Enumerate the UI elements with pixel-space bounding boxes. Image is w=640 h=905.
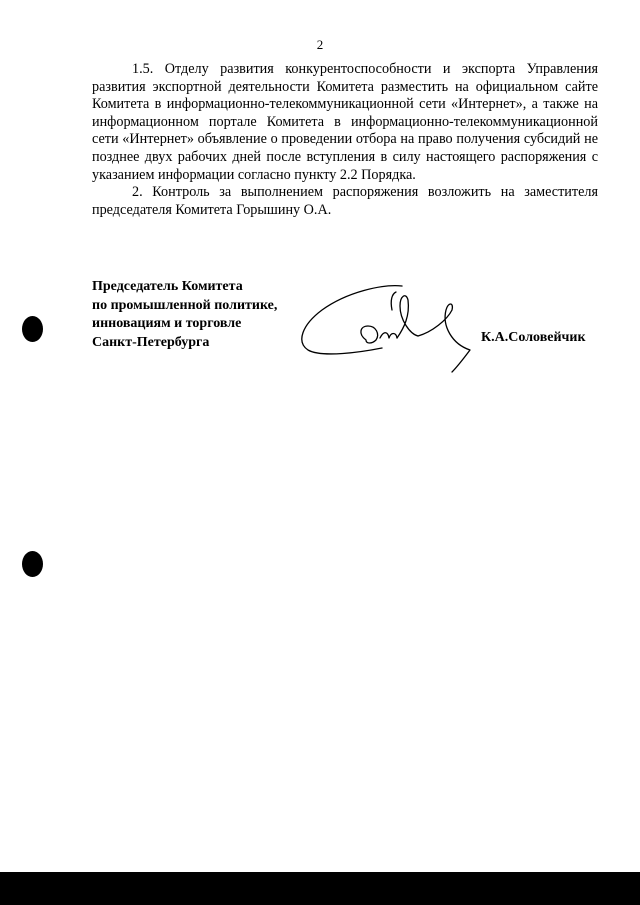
paragraph-2: 2. Контроль за выполнением распоряжения возложить на заместителя председателя Комитета Горышину О.А. xyxy=(92,184,598,218)
signer-position xyxy=(92,278,277,352)
signer-name: К.А.Соловейчик xyxy=(481,330,586,345)
page-number: 2 xyxy=(316,37,324,52)
signer-position-line: Председатель Комитета xyxy=(92,279,243,294)
punch-hole-icon xyxy=(22,551,43,577)
signer-position-line: Санкт-Петербурга xyxy=(92,334,210,350)
punch-hole-icon xyxy=(22,316,43,342)
signer-position-line: по промышленной политике, xyxy=(92,297,278,313)
paragraph-1-5: 1.5. Отделу развития конкурентоспособности и экспорта Управления развития экспортной деятельности Комитета разместить на официальном сайте Комитета в информационно-телекоммуникационной сети «Интернет», а также на информационном портале Комитета в информационно-телекоммуникационной сети «Интернет» объявление о проведении отбора на право получения субсидий не позднее двух рабочих дней после вступления в силу настоящего распоряжения с указанием информации согласно пункту 2.2 Порядка. xyxy=(92,61,598,183)
handwritten-signature xyxy=(292,280,472,380)
scan-bottom-border xyxy=(0,872,640,905)
signer-position-line: инновациям и торговле xyxy=(92,316,242,331)
document-body xyxy=(92,61,598,219)
